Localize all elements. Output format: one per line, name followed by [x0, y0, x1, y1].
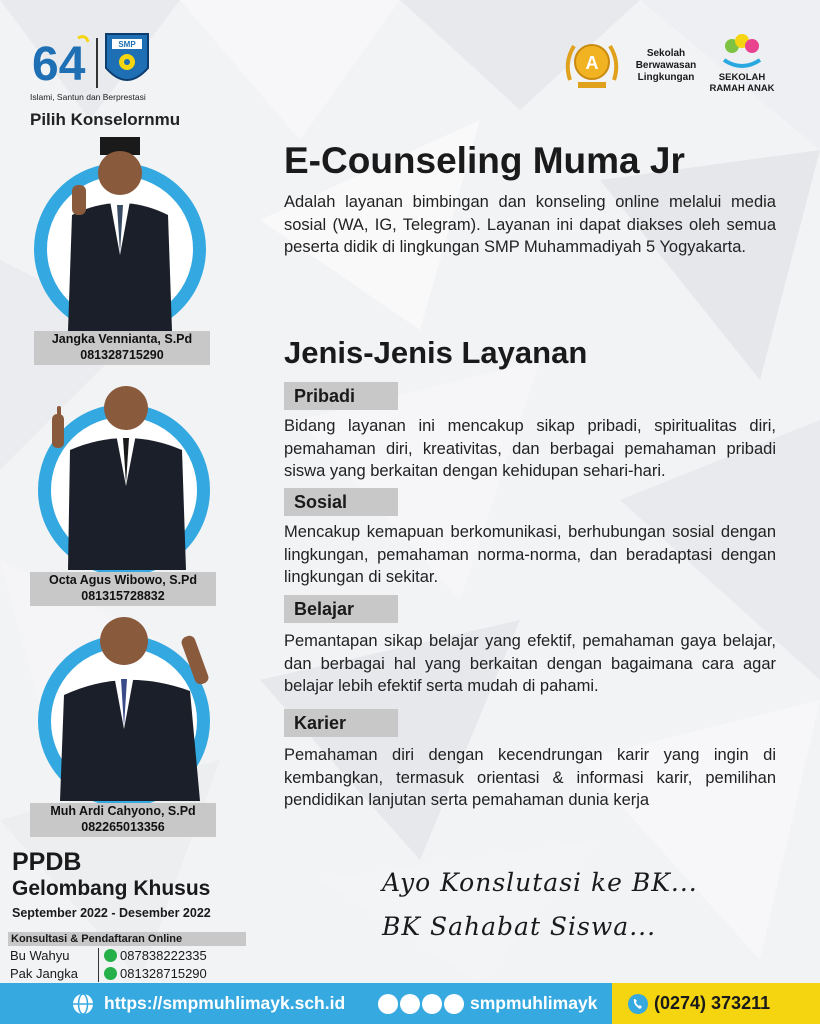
phone-icon	[628, 994, 648, 1014]
service-label-sosial: Sosial	[284, 488, 398, 516]
facebook-icon[interactable]	[422, 994, 442, 1014]
child-friendly-label	[706, 72, 778, 94]
counselor-name: Jangka Vennianta, S.Pd	[51, 332, 193, 346]
counselor-name: Muh Ardi Cahyono, S.Pd	[50, 804, 196, 818]
website-link[interactable]: https://smpmuhlimayk.sch.id	[104, 993, 346, 1013]
eco-line-2: Berwawasan	[635, 60, 697, 71]
service-desc-karier: Pemahaman diri dengan kecendrungan karir yang ingin di kembangkan, termasuk orientasi & informasi karir, pemilihan pendidikan lanjutan serta pemahaman dunia kerja	[284, 746, 776, 809]
eco-line-1: Sekolah	[646, 48, 686, 59]
social-handle[interactable]: smpmuhlimayk	[470, 993, 598, 1013]
smp-school-logo	[102, 30, 152, 90]
twitter-icon[interactable]	[378, 994, 398, 1014]
counselor-phone: 082265013356	[81, 820, 165, 834]
slogan-line-1: Ayo Konslutasi ke BK...	[382, 868, 698, 897]
counselor-photo	[50, 605, 236, 801]
contact-phone-2[interactable]: 081328715290	[120, 966, 207, 981]
choose-counselor-heading: Pilih Konselornmu	[30, 110, 181, 129]
ppdb-period: September 2022 - Desember 2022	[12, 906, 211, 920]
footer-bar	[0, 983, 820, 1024]
globe-icon	[72, 993, 94, 1015]
services-heading: Jenis-Jenis Layanan	[284, 335, 588, 370]
counselor-card-1[interactable]	[30, 135, 230, 365]
contact-phone-1[interactable]: 087838222335	[120, 948, 207, 963]
counselor-photo	[40, 374, 200, 570]
counselor-card-3[interactable]	[30, 605, 240, 840]
counselor-nameplate	[30, 803, 216, 837]
consultation-label: Konsultasi & Pendaftaran Online	[8, 932, 246, 946]
child-friendly-school-icon	[718, 32, 766, 72]
service-desc-belajar: Pemantapan sikap belajar yang efektif, pemahaman gaya belajar, dan berbagai hal yang berkaitan dengan bagaimana cara agar belajar lebih efektif serta mudah di pahami.	[284, 632, 776, 695]
school-tagline: Islami, Santun dan Berprestasi	[30, 92, 146, 102]
instagram-icon[interactable]	[444, 994, 464, 1014]
smp-logo-text: SMP	[118, 40, 136, 49]
counselor-card-2[interactable]	[30, 374, 230, 604]
counselor-nameplate	[34, 331, 210, 365]
logo-number: 64	[32, 38, 86, 91]
service-label-karier: Karier	[284, 709, 398, 737]
ppdb-subtitle: Gelombang Khusus	[12, 877, 211, 900]
eco-school-label	[626, 48, 706, 84]
anniversary-64-logo	[30, 30, 92, 92]
service-desc-sosial: Mencakup kemapuan berkomunikasi, berhubungan sosial dengan lingkungan, pemahaman norma-norma, dan beradaptasi dengan lingkungan di sekitar.	[284, 523, 776, 586]
service-desc-pribadi: Bidang layanan ini mencakup sikap pribadi, spiritualitas diri, pemahaman diri, kreativitas, dan berbagai pemahaman pribadi siswa yang berkaitan dengan kehidupan sehari-hari.	[284, 417, 776, 480]
counselor-phone: 081328715290	[80, 348, 164, 362]
main-title: E-Counseling Muma Jr	[284, 140, 685, 181]
logo-divider	[96, 38, 98, 88]
sra-line-2: RAMAH ANAK	[709, 83, 775, 94]
counselor-photo	[60, 135, 200, 331]
contact-name-2: Pak Jangka	[10, 966, 78, 981]
award-letter: A	[585, 53, 599, 73]
counselor-name: Octa Agus Wibowo, S.Pd	[48, 573, 198, 587]
service-label-pribadi: Pribadi	[284, 382, 398, 410]
slogan-line-2: BK Sahabat Siswa...	[382, 912, 657, 941]
youtube-icon[interactable]	[400, 994, 420, 1014]
intro-paragraph: Adalah layanan bimbingan dan konseling online melalui media sosial (WA, IG, Telegram). Layanan ini dapat diakses oleh semua peserta didik di lingkungan SMP Muhammadiyah 5 Yogyakarta.	[284, 193, 776, 256]
eco-line-3: Lingkungan	[637, 72, 695, 83]
contact-name-1: Bu Wahyu	[10, 948, 70, 963]
contact-divider	[98, 948, 99, 982]
whatsapp-icon	[104, 967, 117, 980]
school-phone[interactable]: (0274) 373211	[654, 993, 771, 1013]
counselor-phone: 081315728832	[81, 589, 165, 603]
sra-line-1: SEKOLAH	[718, 72, 766, 83]
whatsapp-icon	[104, 949, 117, 962]
ppdb-title: PPDB	[12, 848, 82, 876]
counselor-nameplate	[30, 572, 216, 606]
adiwiyata-award-icon	[560, 36, 624, 92]
service-label-belajar: Belajar	[284, 595, 398, 623]
